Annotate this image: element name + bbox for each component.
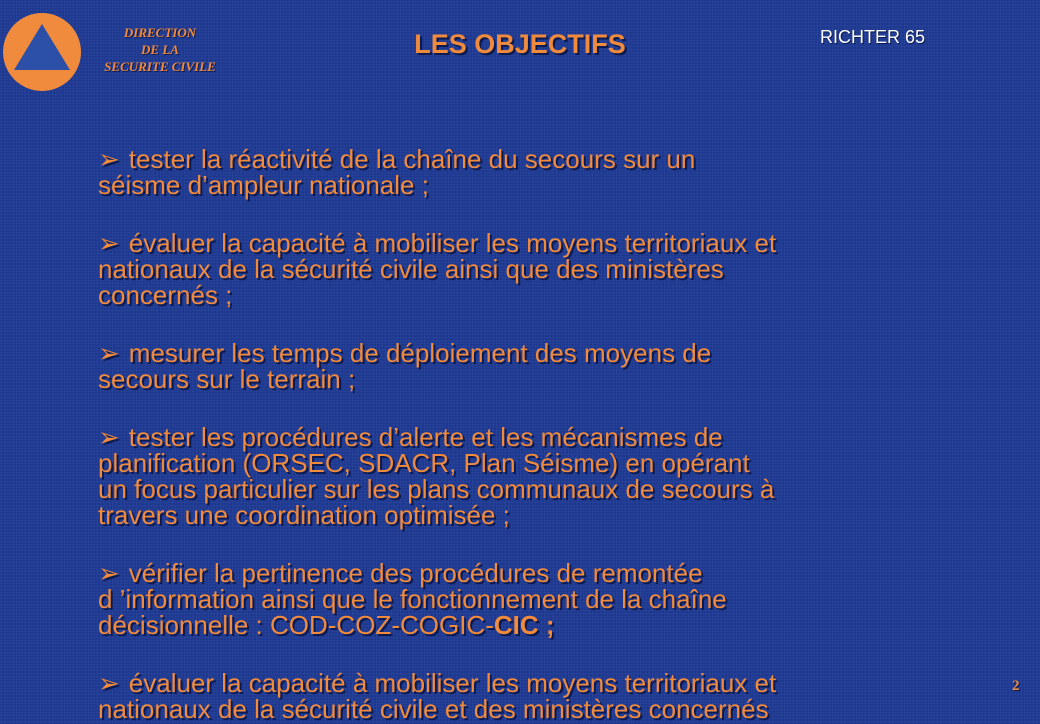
organization-line: SECURITE CIVILE — [104, 59, 216, 74]
objective-item — [98, 670, 958, 722]
objective-text: évaluer la capacité à mobiliser les moyens territoriaux et nationaux de la sécurité civile et des ministères concernés — [98, 668, 777, 724]
slide-title: LES OBJECTIFS — [414, 29, 626, 59]
objectives-list — [98, 146, 958, 722]
objective-item — [98, 424, 958, 528]
organization-line: DE LA — [141, 42, 179, 57]
objective-item — [98, 146, 958, 198]
arrow-bullet-icon: ➢ — [98, 422, 120, 452]
arrow-bullet-icon: ➢ — [98, 558, 120, 588]
objective-text: vérifier la pertinence des procédures de remontée d ’information ainsi que le fonctionnement de la chaîne décisionnelle : COD-COZ-COGIC- — [98, 558, 727, 640]
arrow-bullet-icon: ➢ — [98, 668, 120, 698]
objective-text: tester la réactivité de la chaîne du secours sur un séisme d’ampleur nationale ; — [98, 144, 696, 200]
civil-protection-triangle-icon — [2, 12, 82, 92]
objective-item — [98, 340, 958, 392]
objective-item — [98, 230, 958, 308]
objective-text: mesurer les temps de déploiement des moyens de secours sur le terrain ; — [98, 338, 712, 394]
arrow-bullet-icon: ➢ — [98, 338, 120, 368]
organization-name — [82, 24, 238, 75]
exercise-code: RICHTER 65 — [820, 27, 926, 47]
objective-text: tester les procédures d’alerte et les mécanismes de planification (ORSEC, SDACR, Plan Séisme) en opérant un focus particulier sur les plans communaux de secours à travers une coordination optimisée ; — [98, 422, 775, 530]
page-number: 2 — [1012, 678, 1020, 694]
objective-item — [98, 560, 958, 638]
arrow-bullet-icon: ➢ — [98, 228, 120, 258]
objective-text-bold: CIC ; — [493, 610, 555, 640]
objective-text: évaluer la capacité à mobiliser les moyens territoriaux et nationaux de la sécurité civile ainsi que des ministères concernés ; — [98, 228, 777, 310]
arrow-bullet-icon: ➢ — [98, 144, 120, 174]
organization-line: DIRECTION — [123, 25, 197, 40]
